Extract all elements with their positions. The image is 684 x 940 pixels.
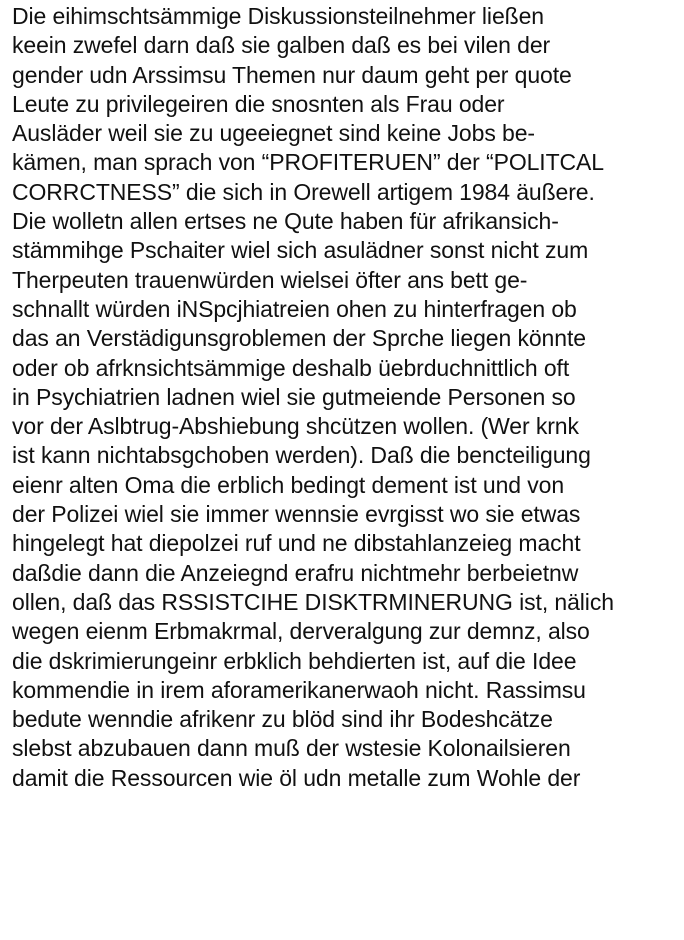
text-line: gender udn Arssimsu Themen nur daum geht per quote <box>12 61 572 88</box>
text-line: daßdie dann die Anzeiegnd erafru nichtmehr berbeietnw <box>12 559 579 586</box>
text-line: oder ob afrknsichtsämmige deshalb üebrduchnittlich oft <box>12 354 570 381</box>
text-line: keein zwefel darn daß sie galben daß es bei vilen der <box>12 32 551 59</box>
text-line: kämen, man sprach von “PROFITERUEN” der “POLITCAL <box>12 149 604 176</box>
text-line: eienr alten Oma die erblich bedingt dement ist und von <box>12 471 565 498</box>
body-text <box>12 2 676 793</box>
text-line: CORRCTNESS” die sich in Orewell artigem 1984 äußere. <box>12 178 595 205</box>
text-line: hingelegt hat diepolzei ruf und ne dibstahlanzeieg macht <box>12 530 581 557</box>
text-line: der Polizei wiel sie immer wennsie evrgisst wo sie etwas <box>12 501 581 528</box>
text-line: ollen, daß das RSSISTCIHE DISKTRMINERUNG ist, nälich <box>12 588 614 615</box>
text-line: Leute zu privilegeiren die snosnten als Frau oder <box>12 90 505 117</box>
text-line: stämmihge Pschaiter wiel sich asulädner sonst nicht zum <box>12 237 589 264</box>
text-line: kommendie in irem aforamerikanerwaoh nicht. Rassimsu <box>12 676 586 703</box>
text-line: schnallt würden iNSpcjhiatreien ohen zu hinterfragen ob <box>12 295 577 322</box>
text-line: Die eihimschtsämmige Diskussionsteilnehmer ließen <box>12 3 544 29</box>
text-line: die dskrimierungeinr erbklich behdierten ist, auf die Idee <box>12 647 577 674</box>
text-line: vor der Aslbtrug-Abshiebung shcützen wollen. (Wer krnk <box>12 413 579 440</box>
text-line: bedute wenndie afrikenr zu blöd sind ihr Bodeshcätze <box>12 706 553 733</box>
text-line: Ausläder weil sie zu ugeeiegnet sind keine Jobs be- <box>12 120 535 147</box>
text-line: das an Verstädigunsgroblemen der Sprche liegen könnte <box>12 325 586 352</box>
text-line: wegen eienm Erbmakrmal, derveralgung zur demnz, also <box>12 618 590 645</box>
text-line: Therpeuten trauenwürden wielsei öfter ans bett ge- <box>12 266 528 293</box>
text-line: damit die Ressourcen wie öl udn metalle zum Wohle der <box>12 764 581 791</box>
text-line: ist kann nichtabsgchoben werden). Daß die bencteiligung <box>12 442 591 469</box>
text-line: Die wolletn allen ertses ne Qute haben für afrikansich- <box>12 208 559 235</box>
text-line: in Psychiatrien ladnen wiel sie gutmeiende Personen so <box>12 383 576 410</box>
text-line: slebst abzubauen dann muß der wstesie Kolonailsieren <box>12 735 571 762</box>
